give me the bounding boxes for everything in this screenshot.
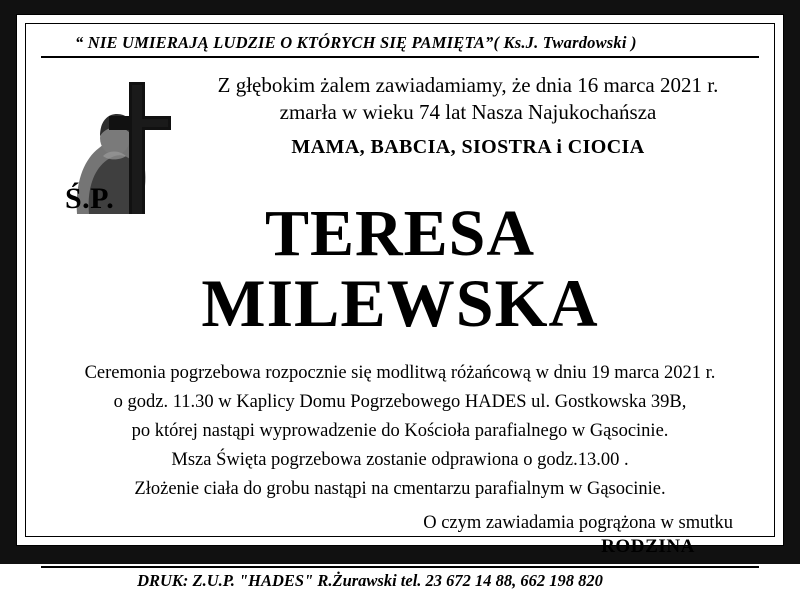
footer-separator	[41, 566, 759, 568]
quote-separator	[41, 56, 759, 58]
announcement-line-2: zmarła w wieku 74 lat Nasza Najukochańsza	[279, 99, 657, 124]
deceased-first-name: TERESA	[264, 197, 536, 270]
closing-line: O czym zawiadamia pogrążona w smutku	[423, 512, 733, 533]
ceremony-line: Msza Święta pogrzebowa zostanie odprawiona o godz.13.00 .	[171, 449, 629, 470]
ceremony-line: po której nastąpi wyprowadzenie do Kościoła parafialnego w Gąsocinie.	[131, 420, 669, 441]
announcement-block	[177, 64, 759, 159]
family-signature: RODZINA	[601, 535, 695, 557]
notice-content	[27, 21, 773, 590]
ceremony-details	[41, 361, 759, 501]
quotation-line: “ NIE UMIERAJĄ LUDZIE O KTÓRYCH SIĘ PAMIĘTA”( Ks.J. Twardowski )	[75, 33, 637, 52]
ceremony-line: o godz. 11.30 w Kaplicy Domu Pogrzebowego HADES ul. Gostkowska 39B,	[113, 391, 687, 412]
ceremony-line: Ceremonia pogrzebowa rozpocznie się modlitwą różańcową w dniu 19 marca 2021 r.	[84, 362, 716, 383]
closing-block	[41, 513, 759, 558]
announcement-line-1: Z głębokim żalem zawiadamiamy, że dnia 16 marca 2021 r.	[217, 73, 719, 97]
announcement-roles: MAMA, BABCIA, SIOSTRA i CIOCIA	[291, 135, 645, 158]
cross-with-mourning-figure-icon	[59, 64, 177, 214]
funeral-notice-card	[16, 14, 784, 590]
printer-credit: DRUK: Z.U.P. "HADES" R.Żurawski tel. 23 672 14 88, 662 198 820	[137, 570, 603, 590]
deceased-last-name: MILEWSKA	[201, 265, 599, 342]
header-row	[41, 64, 759, 214]
ceremony-line: Złożenie ciała do grobu nastąpi na cmentarzu parafialnym w Gąsocinie.	[134, 478, 666, 499]
sp-abbreviation: Ś.P.	[65, 182, 115, 215]
